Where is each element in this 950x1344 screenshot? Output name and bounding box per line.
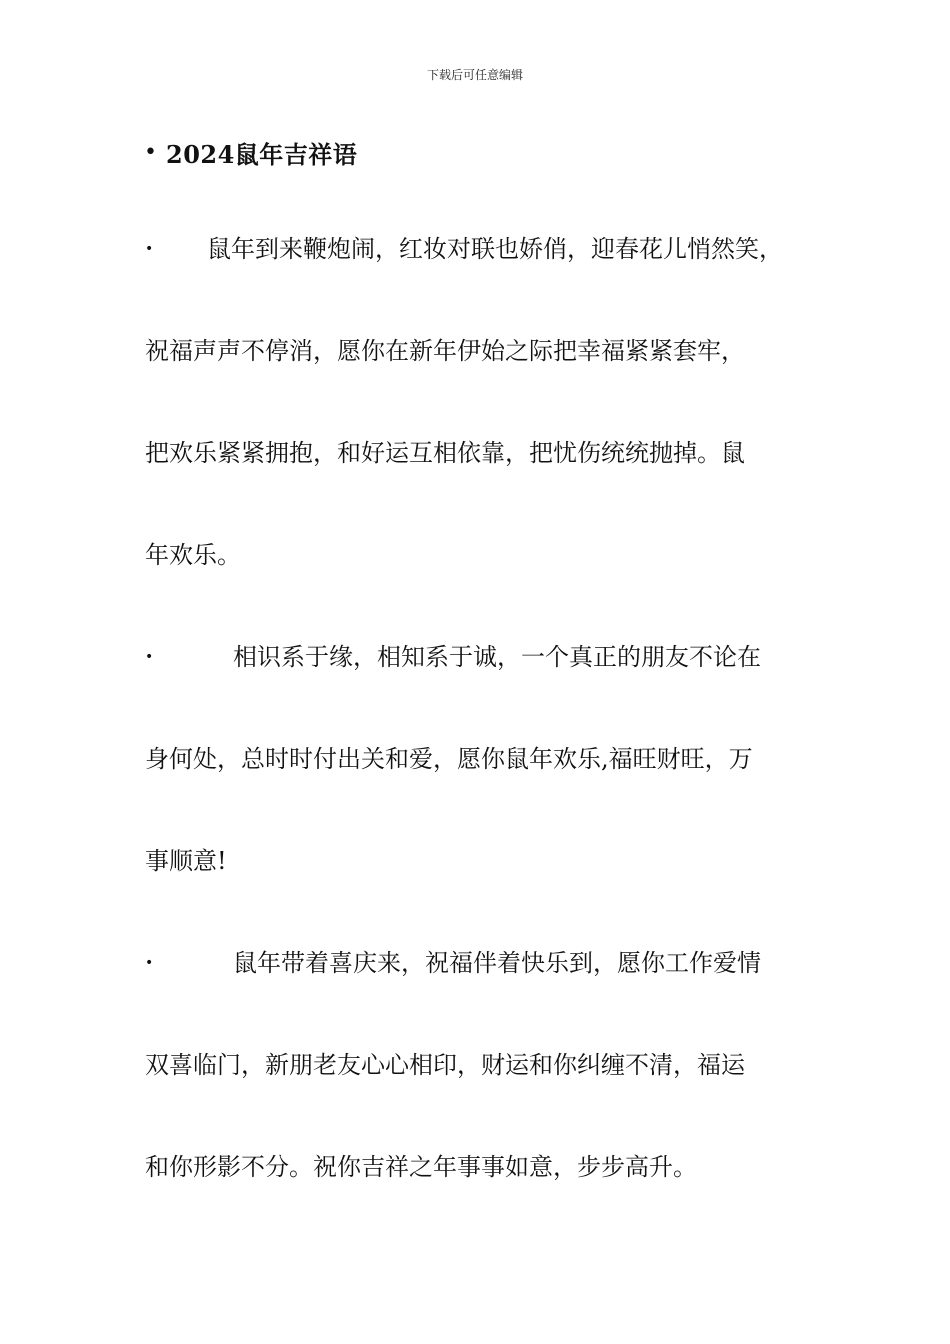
header-note: 下载后可任意编辑 bbox=[426, 68, 523, 82]
blessing-line bbox=[145, 936, 825, 1038]
title-row bbox=[144, 134, 357, 170]
blessing-line bbox=[145, 426, 825, 528]
blessing-text: 身何处，总时时付出关和爱，愿你鼠年欢乐,福旺财旺，万 bbox=[145, 745, 753, 773]
blessing-line bbox=[145, 222, 825, 324]
blessing-line bbox=[145, 732, 825, 834]
blessing-line bbox=[145, 528, 825, 630]
blessing-line bbox=[145, 834, 825, 936]
blessing-line bbox=[145, 1038, 825, 1140]
blessing-text: 年欢乐。 bbox=[145, 541, 241, 569]
blessing-text: 祝福声声不停消，愿你在新年伊始之际把幸福紧紧套牢， bbox=[145, 337, 745, 365]
blessing-text: 事顺意! bbox=[145, 847, 227, 875]
blessing-item-1 bbox=[145, 222, 825, 630]
blessing-text: 和你形影不分。祝你吉祥之年事事如意，步步高升。 bbox=[145, 1153, 697, 1181]
page-title: 2024鼠年吉祥语 bbox=[166, 139, 358, 169]
blessing-text: 相识系于缘，相知系于诚，一个真正的朋友不论在 bbox=[233, 643, 761, 671]
blessing-text: 把欢乐紧紧拥抱，和好运互相依靠，把忧伤统统抛掉。鼠 bbox=[145, 439, 745, 467]
blessing-line bbox=[145, 324, 825, 426]
blessing-list bbox=[145, 222, 825, 1242]
bullet-icon: • bbox=[145, 241, 154, 257]
blessing-item-3 bbox=[145, 936, 825, 1242]
blessing-line bbox=[145, 630, 825, 732]
bullet-icon: • bbox=[145, 955, 154, 971]
blessing-text: 双喜临门，新朋老友心心相印，财运和你纠缠不清，福运 bbox=[145, 1051, 745, 1079]
blessing-line bbox=[145, 1140, 825, 1242]
blessing-text: 鼠年到来鞭炮闹，红妆对联也娇俏，迎春花儿悄然笑， bbox=[207, 235, 783, 263]
blessing-text: 鼠年带着喜庆来，祝福伴着快乐到，愿你工作爱情 bbox=[233, 949, 761, 977]
bullet-icon: • bbox=[144, 139, 157, 165]
blessing-item-2 bbox=[145, 630, 825, 936]
bullet-icon: • bbox=[145, 649, 154, 665]
